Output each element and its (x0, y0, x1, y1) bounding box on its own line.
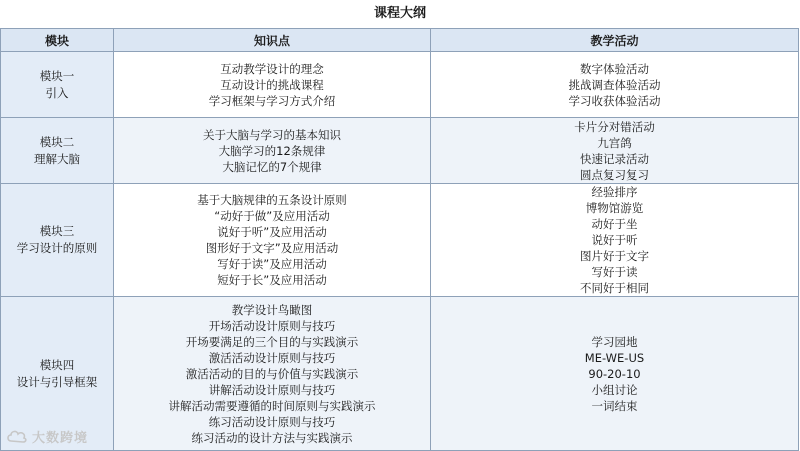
knowledge-cell (114, 52, 431, 118)
knowledge-item: 激活活动设计原则与技巧 (208, 350, 336, 365)
knowledge-item: 练习活动设计原则与技巧 (208, 414, 336, 429)
module-name: 理解大脑 (34, 151, 80, 166)
activities-cell (431, 52, 799, 118)
module-number: 模块二 (39, 134, 75, 149)
activity-item: 不同好于相同 (580, 281, 649, 295)
knowledge-item: 图形好于文字”及应用活动 (205, 241, 339, 255)
page-title: 课程大纲 (0, 0, 800, 28)
activity-item: 快速记录活动 (580, 151, 649, 166)
knowledge-item: 练习活动的设计方法与实践演示 (191, 430, 353, 445)
activity-item: 一词结束 (591, 398, 638, 413)
knowledge-item: 大脑记忆的7个规律 (222, 159, 322, 174)
table-row (1, 118, 799, 184)
header-module: 模块 (1, 29, 114, 52)
table-header-row (1, 29, 799, 52)
module-number: 模块三 (39, 224, 75, 238)
module-name: 引入 (45, 85, 69, 100)
syllabus-table (0, 28, 799, 451)
knowledge-item: 教学设计鸟瞰图 (231, 302, 313, 317)
activity-item: 九宫鸽 (597, 135, 632, 150)
knowledge-item: 讲解活动需要遵循的时间原则与实践演示 (168, 398, 376, 413)
activity-item: 写好于读 (591, 265, 638, 279)
module-number: 模块四 (39, 357, 75, 372)
table-row (1, 184, 799, 297)
knowledge-item: 开场活动设计原则与技巧 (208, 318, 336, 333)
activity-item: 图片好于文字 (580, 249, 649, 263)
activity-item: 说好于听 (591, 233, 638, 247)
knowledge-item: 互动设计的挑战课程 (220, 77, 324, 92)
watermark-logo (6, 426, 88, 446)
module-name: 设计与引导框架 (16, 374, 98, 389)
knowledge-item: 开场要满足的三个目的与实践演示 (185, 334, 359, 349)
activity-item: 卡片分对错活动 (574, 119, 655, 134)
knowledge-item: “动好于做”及应用活动 (214, 209, 330, 223)
knowledge-item: 短好于长”及应用活动 (217, 273, 327, 287)
knowledge-item: 学习框架与学习方式介绍 (208, 93, 336, 108)
knowledge-item: 写好于读”及应用活动 (217, 257, 327, 271)
knowledge-item: 讲解活动设计原则与技巧 (208, 382, 336, 397)
activity-item: 动好于坐 (591, 217, 638, 231)
activity-item: 学习收获体验活动 (568, 93, 661, 108)
knowledge-item: 互动教学设计的理念 (220, 61, 324, 76)
module-name: 学习设计的原则 (16, 241, 98, 255)
module-cell (1, 52, 114, 118)
activity-item: 经验排序 (591, 185, 638, 199)
knowledge-item: 关于大脑与学习的基本知识 (203, 127, 341, 142)
cloud-logo-icon (6, 428, 28, 444)
knowledge-item: 说好于听”及应用活动 (217, 225, 327, 239)
activities-cell (431, 118, 799, 184)
module-number: 模块一 (39, 68, 75, 83)
activities-cell (431, 184, 799, 297)
knowledge-item: 基于大脑规律的五条设计原则 (197, 193, 347, 207)
activity-item: 90-20-10 (588, 366, 641, 381)
header-knowledge: 知识点 (114, 29, 431, 52)
module-cell (1, 184, 114, 297)
activity-item: 小组讨论 (591, 382, 638, 397)
module-cell (1, 118, 114, 184)
knowledge-cell (114, 184, 431, 297)
table-row (1, 297, 799, 451)
activity-item: ME-WE-US (584, 350, 645, 365)
knowledge-cell (114, 118, 431, 184)
activity-item: 学习园地 (591, 334, 638, 349)
header-activities: 教学活动 (431, 29, 799, 52)
watermark-text: 大数跨境 (32, 430, 89, 446)
knowledge-item: 大脑学习的12条规律 (218, 143, 326, 158)
activity-item: 圆点复习复习 (580, 167, 649, 182)
activity-item: 数字体验活动 (580, 61, 649, 76)
activities-cell (431, 297, 799, 451)
knowledge-cell (114, 297, 431, 451)
knowledge-item: 激活活动的目的与价值与实践演示 (185, 366, 359, 381)
activity-item: 博物馆游览 (585, 201, 644, 215)
table-row (1, 52, 799, 118)
activity-item: 挑战调查体验活动 (568, 77, 661, 92)
